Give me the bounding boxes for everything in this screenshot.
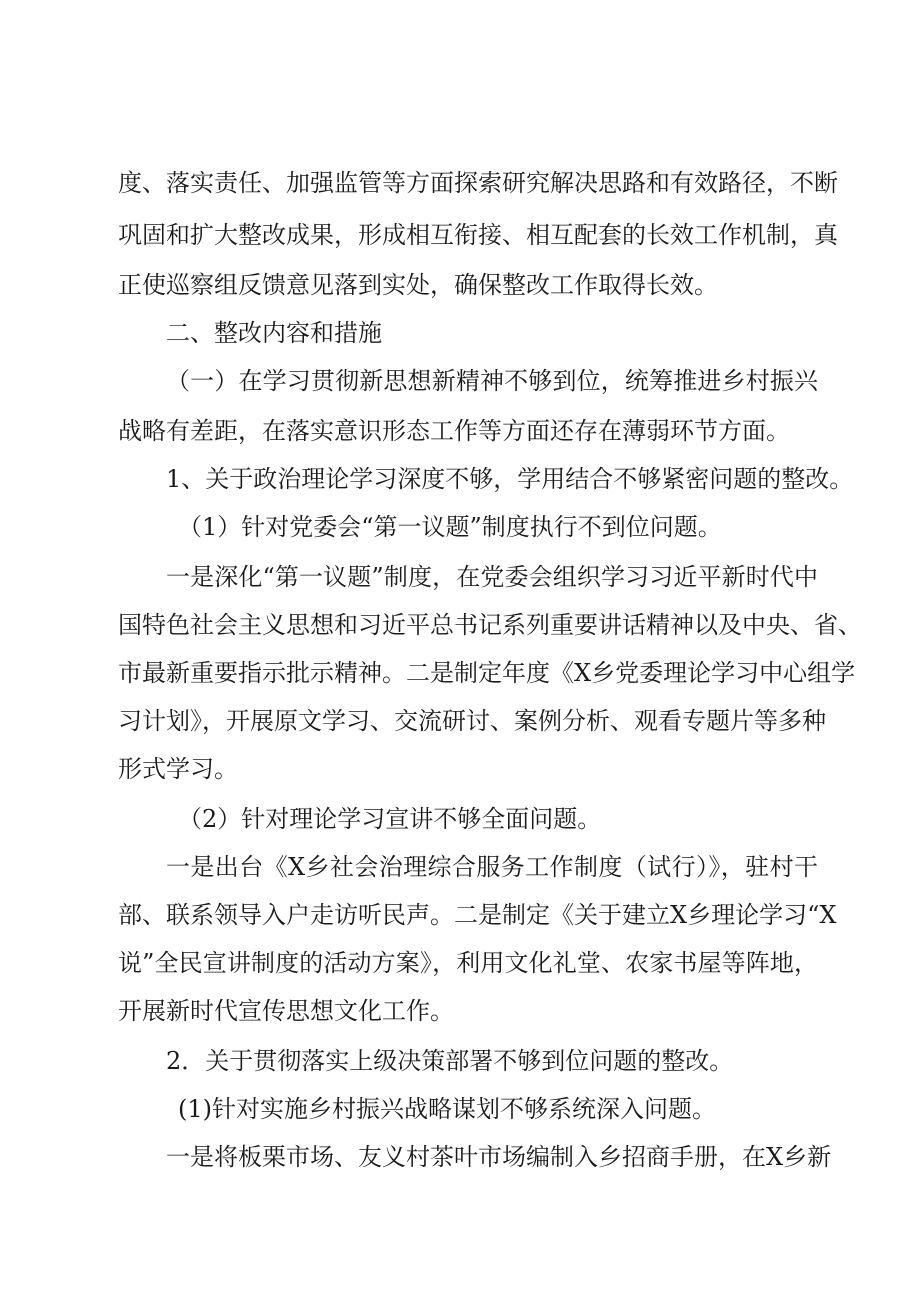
paragraph-line: 一是深化“第一议题”制度，在党委会组织学习习近平新时代中 <box>166 563 818 591</box>
paragraph-line: 巩固和扩大整改成果，形成相互衔接、相互配套的长效工作机制，真 <box>118 221 838 249</box>
paragraph-line: 开展新时代宣传思想文化工作。 <box>118 997 454 1025</box>
paragraph-line: 国特色社会主义思想和习近平总书记系列重要讲话精神以及中央、省、 <box>118 611 862 639</box>
paragraph-line: 部、联系领导入户走访听民声。二是制定《关于建立X乡理论学习“X <box>118 901 837 929</box>
subitem-heading: （2）针对理论学习宣讲不够全面问题。 <box>178 805 602 833</box>
subitem-heading: （1）针对党委会“第一议题”制度执行不到位问题。 <box>178 513 722 541</box>
paragraph-line: 形式学习。 <box>118 755 238 783</box>
paragraph-line: 度、落实责任、加强监管等方面探索研究解决思路和有效路径，不断 <box>118 169 838 197</box>
subsection-heading-line: 战略有差距，在落实意识形态工作等方面还存在薄弱环节方面。 <box>118 417 790 445</box>
paragraph-line: 习计划》，开展原文学习、交流研讨、案例分析、观看专题片等多种 <box>118 707 826 735</box>
item-heading: 1、关于政治理论学习深度不够，学用结合不够紧密问题的整改。 <box>166 465 854 493</box>
paragraph-line: 一是出台《X乡社会治理综合服务工作制度（试行）》，驻村干 <box>166 853 818 881</box>
item-heading: 2．关于贯彻落实上级决策部署不够到位问题的整改。 <box>166 1047 734 1075</box>
section-heading: 二、整改内容和措施 <box>166 319 382 347</box>
paragraph-line: 说”全民宣讲制度的活动方案》，利用文化礼堂、农家书屋等阵地， <box>118 949 818 977</box>
subsection-heading-line: （一）在学习贯彻新思想新精神不够到位，统筹推进乡村振兴 <box>166 367 818 395</box>
paragraph-line: 市最新重要指示批示精神。二是制定年度《X乡党委理论学习中心组学 <box>118 659 856 687</box>
subitem-heading: (1)针对实施乡村振兴战略谋划不够系统深入问题。 <box>178 1095 716 1123</box>
paragraph-line: 正使巡察组反馈意见落到实处，确保整改工作取得长效。 <box>118 271 718 299</box>
paragraph-line: 一是将板栗市场、友义村茶叶市场编制入乡招商手册，在X乡新 <box>166 1143 832 1171</box>
